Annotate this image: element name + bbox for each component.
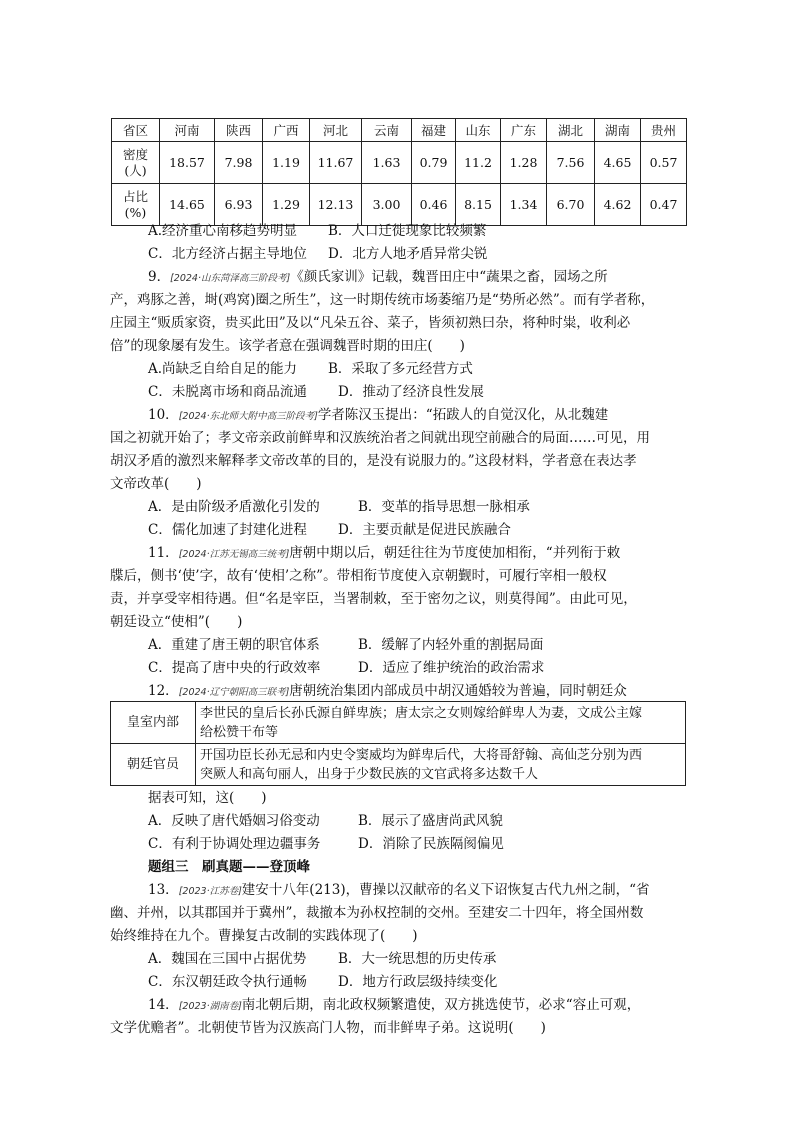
q11-stem-line: 朝廷设立“使相”( ) bbox=[110, 614, 243, 630]
q11-stem-line bbox=[148, 544, 620, 564]
q10-option-c: C．儒化加速了封建化进程 bbox=[148, 522, 307, 538]
question-source: [2024·东北师大附中高三阶段考] bbox=[178, 411, 318, 422]
q11-stem-line: 责，并享受宰相待遇。但“名是宰臣，当署制敕，至于密勿之议，则莫得闻”。由此可见， bbox=[110, 591, 637, 607]
row-label-line: (%) bbox=[124, 204, 147, 220]
table-cell: 4.62 bbox=[595, 184, 641, 226]
cell-text-line: 开国功臣长孙无忌和内史令窦威均为鲜卑后代，大将哥舒翰、高仙芝分别为西 bbox=[200, 747, 643, 763]
table-cell: 3.00 bbox=[362, 184, 412, 226]
table-cell: 6.93 bbox=[215, 184, 263, 226]
header-cell: 湖南 bbox=[595, 119, 641, 142]
question-number: 12． bbox=[148, 683, 179, 699]
q12-option-b: B．展示了盛唐尚武风貌 bbox=[358, 813, 503, 829]
table-cell: 18.57 bbox=[160, 142, 215, 184]
question-number: 9． bbox=[148, 269, 171, 285]
row-label bbox=[112, 184, 160, 226]
q13-stem-line: 始终维持在九个。曹操复古改制的实践体现了( ) bbox=[110, 928, 418, 944]
q13-option-d: D．地方行政层级持续变化 bbox=[338, 974, 498, 990]
table-header-row bbox=[112, 119, 687, 142]
q10-stem-line: 文帝改革( ) bbox=[110, 476, 202, 492]
q11-stem-line: 牒后，侧书‘使’字，故有‘使相’之称”。带相衔节度使入京朝觐时，可履行宰相一般权 bbox=[110, 568, 607, 584]
table-cell: 4.65 bbox=[595, 142, 641, 184]
table-cell: 7.56 bbox=[547, 142, 595, 184]
table-cell: 1.28 bbox=[501, 142, 547, 184]
q11-option-d: D．适应了维护统治的政治需求 bbox=[358, 660, 545, 676]
header-cell: 福建 bbox=[412, 119, 456, 142]
question-text: 建安十八年(213)，曹操以汉献帝的名义下诏恢复古代九州之制，“省 bbox=[241, 882, 650, 898]
row-label bbox=[112, 142, 160, 184]
header-cell: 河南 bbox=[160, 119, 215, 142]
row-label: 朝廷官员 bbox=[111, 744, 196, 786]
table-cell: 11.67 bbox=[310, 142, 362, 184]
q8-option-a: A.经济重心南移趋势明显 bbox=[148, 223, 298, 239]
q14-stem-line: 文学优赡者”。北朝使节皆为汉族高门人物，而非鲜卑子弟。这说明( ) bbox=[110, 1020, 546, 1036]
table-cell bbox=[196, 702, 686, 744]
question-text: 南北朝后期，南北政权频繁遣使，双方挑选使节，必求“容止可观， bbox=[241, 997, 641, 1013]
q11-option-a: A．重建了唐王朝的职官体系 bbox=[148, 637, 320, 653]
table-cell: 1.29 bbox=[263, 184, 310, 226]
table-cell: 0.47 bbox=[641, 184, 687, 226]
table-cell: 0.57 bbox=[641, 142, 687, 184]
question-number: 14． bbox=[148, 997, 179, 1013]
q9-stem-line bbox=[148, 268, 608, 288]
header-cell: 云南 bbox=[362, 119, 412, 142]
q10-stem-line: 国之初就开始了；孝文帝亲政前鲜卑和汉族统治者之间就出现空前融合的局面……可见，用 bbox=[110, 430, 650, 446]
cell-text-line: 给松赞干布等 bbox=[200, 724, 279, 740]
table-row-density bbox=[112, 142, 687, 184]
question-text: 《颜氏家训》记载，魏晋田庄中“蔬果之畜，园场之所 bbox=[290, 269, 608, 285]
q10-stem-line: 胡汉矛盾的激烈来解释孝文帝改革的目的，是没有说服力的。”这段材料，学者意在表达孝 bbox=[110, 453, 637, 469]
header-cell: 山东 bbox=[456, 119, 501, 142]
header-cell: 贵州 bbox=[641, 119, 687, 142]
question-number: 10． bbox=[148, 407, 179, 423]
q11-option-c: C．提高了唐中央的行政效率 bbox=[148, 660, 321, 676]
q12-stem-line bbox=[148, 682, 627, 702]
q9-stem-line: 产，鸡豚之善，埘(鸡窝)圈之所生”，这一时期传统市场萎缩乃是“势所必然”。而有学者称， bbox=[110, 292, 655, 308]
table-cell bbox=[196, 744, 686, 786]
q9-stem-line: 倍”的现象屡有发生。该学者意在强调魏晋时期的田庄( ) bbox=[110, 338, 465, 354]
q12-after-table: 据表可知，这( ) bbox=[148, 790, 267, 806]
table-cell: 11.2 bbox=[456, 142, 501, 184]
table-cell: 1.63 bbox=[362, 142, 412, 184]
question-text: 唐朝统治集团内部成员中胡汉通婚较为普遍，同时朝廷众 bbox=[289, 683, 627, 699]
table-cell: 7.98 bbox=[215, 142, 263, 184]
q10-option-b: B．变革的指导思想一脉相承 bbox=[358, 499, 530, 515]
q8-option-b: B．人口迁徙现象比较频繁 bbox=[328, 223, 487, 239]
table-row-share bbox=[112, 184, 687, 226]
q13-stem-line: 幽、并州，以其郡国并于冀州”，裁撤本为孙权控制的交州。至建安二十四年，将全国州数 bbox=[110, 905, 644, 921]
table-cell: 0.79 bbox=[412, 142, 456, 184]
q9-option-d: D．推动了经济良性发展 bbox=[338, 384, 484, 400]
row-label-line: 占比 bbox=[122, 188, 148, 204]
cell-text-line: 突厥人和高句丽人，出身于少数民族的文官武将多达数千人 bbox=[200, 766, 539, 782]
table-cell: 0.46 bbox=[412, 184, 456, 226]
q9-stem-line: 庄园主“贩质家资，贵买此田”及以“凡朵五谷、菜子，皆须初熟曰杂，将种时粜，收利必 bbox=[110, 315, 631, 331]
question-text: 学者陈汉玉提出：“拓跋人的自觉汉化，从北魏建 bbox=[317, 407, 609, 423]
question-source: [2024·山东菏泽高三阶段考] bbox=[170, 273, 291, 284]
table-row bbox=[111, 744, 686, 786]
q11-option-b: B．缓解了内轻外重的割据局面 bbox=[358, 637, 544, 653]
q9-option-b: B．采取了多元经营方式 bbox=[328, 361, 473, 377]
table-cell: 12.13 bbox=[310, 184, 362, 226]
q12-option-d: D．消除了民族隔阂偏见 bbox=[358, 836, 504, 852]
q12-option-a: A．反映了唐代婚姻习俗变动 bbox=[148, 813, 320, 829]
table-cell: 14.65 bbox=[160, 184, 215, 226]
header-cell: 省区 bbox=[112, 119, 160, 142]
q12-option-c: C．有利于协调处理边疆事务 bbox=[148, 836, 321, 852]
q10-option-a: A．是由阶级矛盾激化引发的 bbox=[148, 499, 320, 515]
question-source: [2023·江苏卷] bbox=[178, 886, 242, 897]
header-cell: 陕西 bbox=[215, 119, 263, 142]
table-cell: 1.34 bbox=[501, 184, 547, 226]
table-cell: 6.70 bbox=[547, 184, 595, 226]
q13-option-c: C．东汉朝廷政令执行通畅 bbox=[148, 974, 307, 990]
q13-stem-line bbox=[148, 881, 650, 901]
q14-stem-line bbox=[148, 996, 640, 1016]
question-number: 13． bbox=[148, 882, 179, 898]
header-cell: 广东 bbox=[501, 119, 547, 142]
tang-intermarriage-table bbox=[110, 701, 686, 786]
question-source: [2024·辽宁朝阳高三联考] bbox=[178, 687, 290, 698]
header-cell: 广西 bbox=[263, 119, 310, 142]
q13-option-b: B．大一统思想的历史传承 bbox=[338, 951, 497, 967]
question-source: [2024·江苏无锡高三统考] bbox=[178, 549, 290, 560]
population-density-table bbox=[111, 118, 687, 226]
q8-option-d: D．北方人地矛盾异常尖锐 bbox=[328, 246, 488, 262]
q9-option-c: C．未脱离市场和商品流通 bbox=[148, 384, 307, 400]
question-number: 11． bbox=[148, 545, 179, 561]
q10-option-d: D．主要贡献是促进民族融合 bbox=[338, 522, 511, 538]
cell-text-line: 李世民的皇后长孙氏源自鲜卑族；唐太宗之女则嫁给鲜卑人为妻，文成公主嫁 bbox=[200, 705, 643, 721]
row-label-line: (人) bbox=[124, 162, 147, 178]
q13-option-a: A．魏国在三国中占据优势 bbox=[148, 951, 307, 967]
table-cell: 1.19 bbox=[263, 142, 310, 184]
table-cell: 8.15 bbox=[456, 184, 501, 226]
q10-stem-line bbox=[148, 406, 608, 426]
section-title: 题组三 刷真题——登顶峰 bbox=[148, 859, 310, 875]
row-label: 皇室内部 bbox=[111, 702, 196, 744]
header-cell: 河北 bbox=[310, 119, 362, 142]
header-cell: 湖北 bbox=[547, 119, 595, 142]
q9-option-a: A.尚缺乏自给自足的能力 bbox=[148, 361, 298, 377]
question-text: 唐朝中期以后，朝廷往往为节度使加相衔，“并列衔于敕 bbox=[289, 545, 621, 561]
q8-option-c: C．北方经济占据主导地位 bbox=[148, 246, 307, 262]
row-label-line: 密度 bbox=[122, 146, 148, 162]
question-source: [2023·湖南卷] bbox=[178, 1001, 242, 1012]
table-row bbox=[111, 702, 686, 744]
